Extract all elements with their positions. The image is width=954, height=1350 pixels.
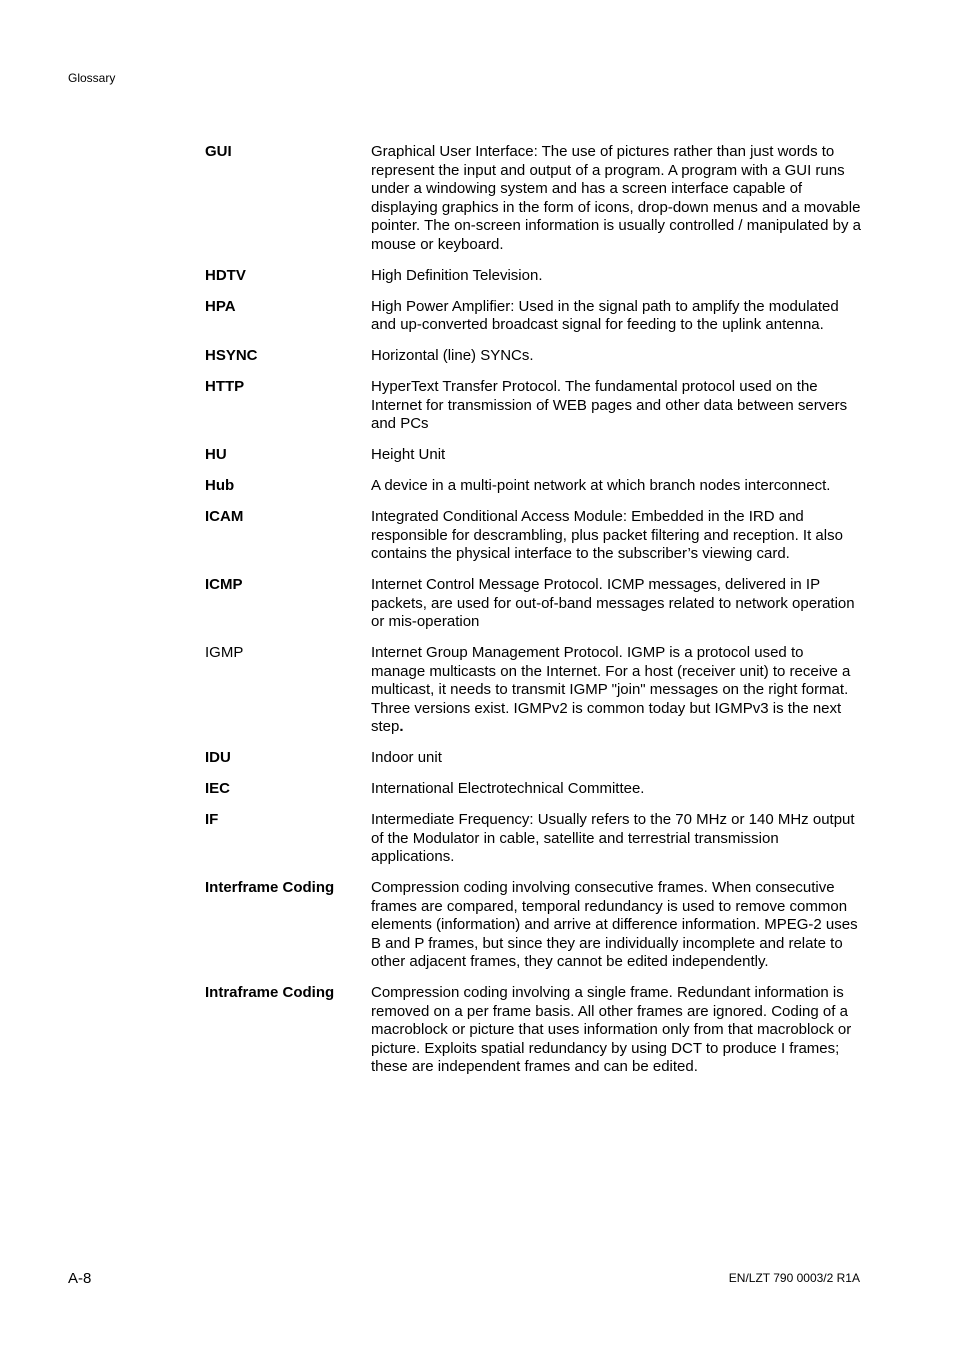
glossary-definition: Compression coding involving consecutive frames. When consecutive frames are compared, temporal redundancy is used to remove common elements (information) and arrive at difference information. MPEG-2 uses B and P frames, but since they are individually incomplete and relate to other adjacent frames, they cannot be edited independently. (371, 879, 858, 970)
glossary-term: IF (205, 811, 219, 828)
glossary-definition: Intermediate Frequency: Usually refers to the 70 MHz or 140 MHz output of the Modulator in cable, satellite and terrestrial transmission applications. (371, 811, 855, 865)
glossary-definition: Integrated Conditional Access Module: Embedded in the IRD and responsible for descrambling, plus packet filtering and reception. It also contains the physical interface to the subscriber’s viewing card. (371, 508, 843, 562)
glossary-term: GUI (205, 143, 232, 160)
glossary-definition: Height Unit (371, 446, 446, 463)
glossary-definition-period: . (399, 718, 404, 735)
glossary-term: Interframe Coding (205, 879, 335, 896)
glossary-definition: HyperText Transfer Protocol. The fundamental protocol used on the Internet for transmission of WEB pages and other data between servers and PCs (371, 378, 848, 432)
glossary-definition (371, 644, 861, 737)
glossary-entry-hub (205, 477, 865, 496)
glossary-entry-iec (205, 780, 865, 799)
running-header: Glossary (68, 71, 116, 85)
glossary-definition-text: Internet Group Management Protocol. IGMP is a protocol used to manage multicasts on the Internet. For a host (receiver unit) to receive a multicast, it needs to transmit IGMP "join" messages on the right format. Three versions exist. IGMPv2 is common today but IGMPv3 is the next step (371, 644, 851, 735)
glossary-entry-interframe-coding (205, 879, 865, 972)
glossary-term: IGMP (205, 644, 244, 661)
glossary-definition: High Power Amplifier: Used in the signal path to amplify the modulated and up-converted broadcast signal for feeding to the uplink antenna. (371, 297, 839, 333)
glossary-entry-hsync (205, 347, 865, 366)
glossary-entry-if (205, 811, 865, 867)
glossary-term: HDTV (205, 266, 246, 284)
glossary-entry-http (205, 378, 865, 434)
glossary-definition: Horizontal (line) SYNCs. (371, 347, 534, 364)
glossary-entry-igmp (205, 644, 865, 737)
glossary-definition: Internet Control Message Protocol. ICMP messages, delivered in IP packets, are used for out-of-band messages related to network operation or mis-operation (371, 576, 855, 630)
glossary-entry-intraframe-coding (205, 984, 865, 1077)
glossary-definition: Indoor unit (371, 749, 442, 766)
glossary-entry-icam (205, 508, 865, 564)
glossary-entry-hdtv (205, 267, 865, 286)
document-id: EN/LZT 790 0003/2 R1A (728, 1271, 860, 1285)
glossary-term: HSYNC (205, 347, 258, 364)
glossary-term: IEC (205, 780, 231, 797)
glossary-term: Hub (205, 477, 235, 494)
glossary-definition: Compression coding involving a single frame. Redundant information is removed on a per frame basis. All other frames are ignored. Coding of a macroblock or picture that uses information only from that macroblock or picture. Exploits spatial redundancy by using DCT to produce I frames; these are independent frames and can be edited. (371, 984, 852, 1075)
glossary-term: IDU (205, 749, 231, 766)
glossary-definition: Graphical User Interface: The use of pictures rather than just words to represent the input and output of a program. A program with a GUI runs under a windowing system and has a screen interface capable of displaying graphics in the form of icons, drop-down menus and a movable pointer. The on-screen information is usually controlled / manipulated by a mouse or keyboard. (371, 143, 861, 253)
glossary-term: HU (205, 446, 227, 463)
glossary-entry-idu (205, 749, 865, 768)
glossary-definition: High Definition Television. (371, 266, 543, 284)
glossary-definition: A device in a multi-point network at which branch nodes interconnect. (371, 477, 831, 494)
glossary-entry-hu (205, 446, 865, 465)
glossary-entry-icmp (205, 576, 865, 632)
glossary-term: ICAM (205, 508, 244, 525)
page-number: A-8 (68, 1270, 92, 1287)
glossary-list (205, 143, 865, 1089)
glossary-entry-gui (205, 143, 865, 254)
glossary-term: HTTP (205, 378, 245, 395)
glossary-entry-hpa (205, 298, 865, 335)
glossary-term: Intraframe Coding (205, 984, 335, 1001)
glossary-term: ICMP (205, 576, 243, 593)
glossary-definition: International Electrotechnical Committee. (371, 780, 645, 797)
glossary-term: HPA (205, 297, 236, 315)
